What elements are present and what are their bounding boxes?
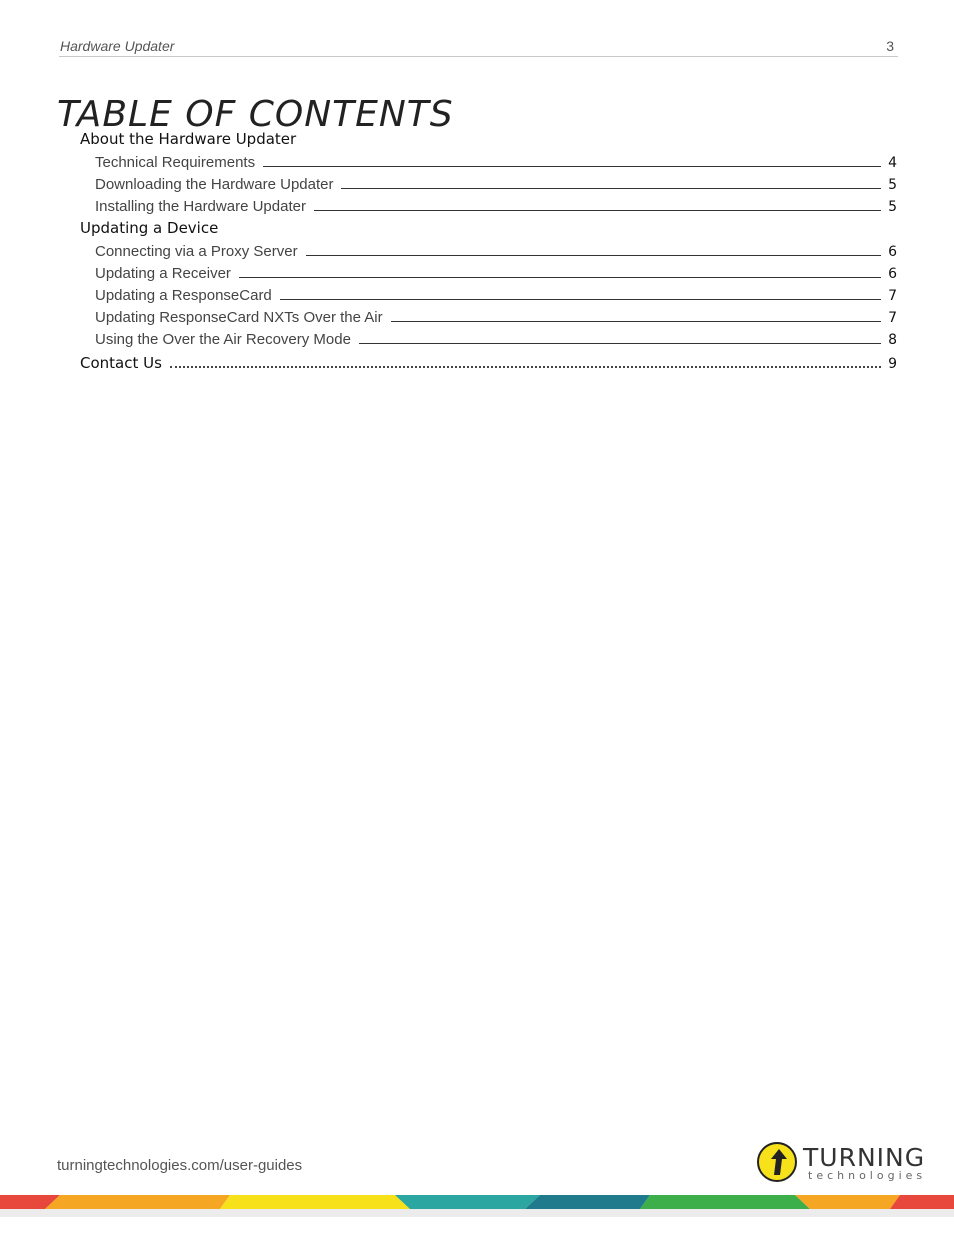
page-header bbox=[59, 37, 898, 57]
footer-url[interactable]: turningtechnologies.com/user-guides bbox=[57, 1157, 303, 1174]
toc-entry-label: Contact Us bbox=[80, 354, 162, 372]
toc-entry-downloading[interactable] bbox=[95, 173, 897, 193]
toc-entry-label: Installing the Hardware Updater bbox=[95, 198, 306, 215]
toc-entry-label: Updating a Receiver bbox=[95, 265, 231, 282]
footer-stripe-shadow bbox=[0, 1209, 954, 1217]
stripe-segment bbox=[795, 1195, 900, 1209]
toc-leader-line bbox=[359, 342, 881, 344]
header-page-number: 3 bbox=[886, 38, 894, 54]
toc-entry-label: Using the Over the Air Recovery Mode bbox=[95, 331, 351, 348]
toc-entry-installing[interactable] bbox=[95, 195, 897, 215]
toc-entry-recovery-mode[interactable] bbox=[95, 328, 897, 348]
toc-entry-receiver[interactable] bbox=[95, 262, 897, 282]
stripe-segment bbox=[640, 1195, 810, 1209]
toc-entry-label: Technical Requirements bbox=[95, 154, 256, 171]
toc-leader-line bbox=[314, 209, 881, 211]
toc-entry-technical-requirements[interactable] bbox=[95, 151, 897, 171]
toc-leader-line bbox=[391, 320, 881, 322]
toc-entry-label: Downloading the Hardware Updater bbox=[95, 176, 334, 193]
toc-entry-proxy-server[interactable] bbox=[95, 240, 897, 260]
stripe-segment bbox=[45, 1195, 230, 1209]
toc-section-about[interactable]: About the Hardware Updater bbox=[80, 130, 297, 148]
logo-arrow-icon bbox=[757, 1142, 797, 1182]
toc-leader-line bbox=[341, 187, 881, 189]
page-title: TABLE OF CONTENTS bbox=[57, 94, 454, 136]
stripe-segment bbox=[890, 1195, 954, 1209]
toc-entry-responsecard[interactable] bbox=[95, 284, 897, 304]
toc-entry-page: 5 bbox=[888, 199, 897, 215]
stripe-segment bbox=[395, 1195, 540, 1209]
toc-entry-label: Updating a ResponseCard bbox=[95, 287, 272, 304]
toc-section-updating-device[interactable]: Updating a Device bbox=[80, 219, 219, 237]
toc-leader-line bbox=[239, 276, 881, 278]
turning-technologies-logo bbox=[755, 1141, 935, 1189]
toc-entry-page: 9 bbox=[888, 356, 897, 372]
toc-entry-page: 7 bbox=[888, 310, 897, 326]
logo-subtitle: technologies bbox=[808, 1169, 927, 1182]
toc-entry-page: 7 bbox=[888, 288, 897, 304]
header-title: Hardware Updater bbox=[60, 38, 175, 54]
toc-leader-line bbox=[306, 254, 881, 256]
toc-leader-line bbox=[263, 165, 881, 167]
stripe-segment bbox=[220, 1195, 410, 1209]
footer-color-stripe bbox=[0, 1195, 954, 1209]
toc-leader-dots bbox=[170, 365, 881, 368]
toc-leader-line bbox=[280, 298, 881, 300]
toc-entry-page: 6 bbox=[888, 244, 897, 260]
logo-wordmark: TURNING bbox=[803, 1143, 926, 1172]
toc-entry-label: Connecting via a Proxy Server bbox=[95, 243, 298, 260]
toc-entry-page: 4 bbox=[888, 155, 897, 171]
stripe-segment bbox=[525, 1195, 650, 1209]
toc-section-contact-us[interactable] bbox=[80, 352, 897, 372]
toc-entry-label: Updating ResponseCard NXTs Over the Air bbox=[95, 309, 383, 326]
toc-entry-page: 5 bbox=[888, 177, 897, 193]
toc-entry-nxt-over-air[interactable] bbox=[95, 306, 897, 326]
toc-entry-page: 6 bbox=[888, 266, 897, 282]
toc-entry-page: 8 bbox=[888, 332, 897, 348]
